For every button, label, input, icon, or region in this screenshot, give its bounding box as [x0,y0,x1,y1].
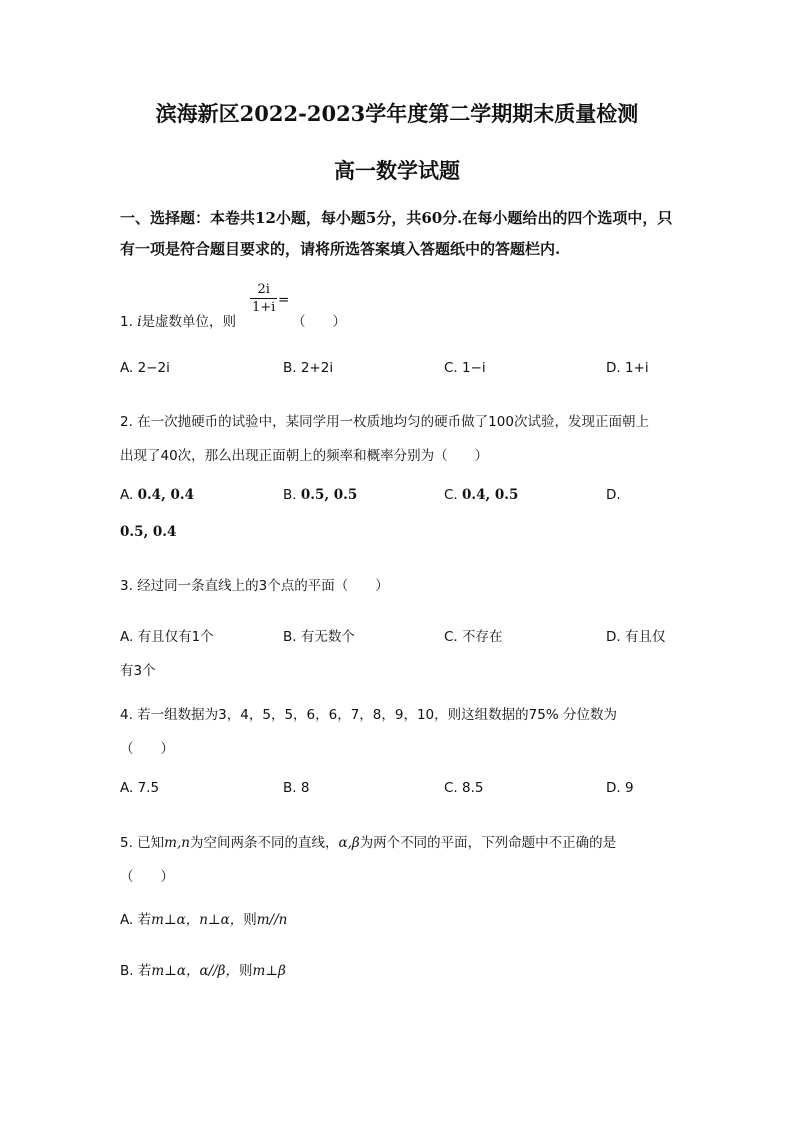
question-2-line-1: 2. 在一次抛硬币的试验中，某同学用一枚质地均匀的硬币做了100次试验，发现正面朝上 [120,414,649,430]
answer-paren: （ ） [292,314,346,330]
lines-variables: m,n [164,835,190,851]
planes-variables: α,β [338,835,360,851]
option-a [120,908,287,928]
option-label: B. 若 [120,963,152,979]
imaginary-unit: i [137,314,142,330]
option-a: A. 2−2i [120,360,170,376]
option-c: C. 1−i [444,360,486,376]
option-b [120,959,286,979]
option-letter: A. [120,487,134,503]
question-3: 3. 经过同一条直线上的3个点的平面（ ） [120,578,389,594]
question-text: 是虚数单位，则 [141,314,237,330]
fraction-numerator: 2i [257,282,270,297]
option-d: D. 1+i [606,360,649,376]
option-b [283,487,357,503]
section-instructions: 一、选择题：本卷共12小题，每小题5分，共60分.在每小题给出的四个选项中，只有一项是符合题目要求的，请将所选答案填入答题纸中的答题栏内. [120,209,673,258]
option-a: A. 有且仅有1个 [120,629,214,645]
option-d-value: 0.5, 0.4 [120,524,177,540]
fraction-bar [250,298,277,299]
option-then: 则 [239,963,253,979]
option-c [444,487,518,503]
question-5-line-2: （ ） [120,869,174,885]
equals-sign: = [278,292,290,308]
question-4-line-2: （ ） [120,741,174,757]
question-text: 为两个不同的平面，下列命题中不正确的是 [359,835,617,851]
exam-subtitle: 高一数学试题 [334,158,460,183]
option-b: B. 有无数个 [283,629,355,645]
option-b: B. 8 [283,780,310,796]
question-text: 为空间两条不同的直线， [189,835,339,851]
option-a: A. 7.5 [120,780,160,796]
option-d-letter: D. [606,487,621,503]
option-result: m⊥β [252,963,286,979]
option-value: 0.5, 0.5 [300,487,358,503]
option-value: 0.4, 0.5 [462,487,519,503]
option-d: D. 有且仅 [606,629,666,645]
option-letter: C. [444,487,458,503]
question-2-line-2: 出现了40次，那么出现正面朝上的频率和概率分别为（ ） [120,448,489,464]
option-d-continued: 有3个 [120,663,156,679]
option-math: m⊥α，n⊥α， [151,912,244,928]
option-result: m//n [256,912,288,928]
option-a [120,487,194,503]
question-5-line-1 [120,831,616,851]
option-then: 则 [243,912,257,928]
question-number: 1. [120,314,133,330]
option-c: C. 8.5 [444,780,484,796]
option-math: m⊥α，α//β， [151,963,239,979]
fraction-expression [250,282,277,315]
exam-title: 滨海新区2022-2023学年度第二学期期末质量检测 [155,101,639,126]
question-1 [120,310,236,330]
option-letter: B. [283,487,297,503]
question-4-line-1: 4. 若一组数据为3，4，5，5，6，6，7，8，9，10，则这组数据的75% 分位数为 [120,707,617,723]
option-c: C. 不存在 [444,629,503,645]
option-value: 0.4, 0.4 [137,487,194,503]
option-label: A. 若 [120,912,152,928]
option-b: B. 2+2i [283,360,334,376]
question-text: 5. 已知 [120,835,165,851]
fraction-denominator: 1+i [252,300,276,315]
option-d: D. 9 [606,780,634,796]
